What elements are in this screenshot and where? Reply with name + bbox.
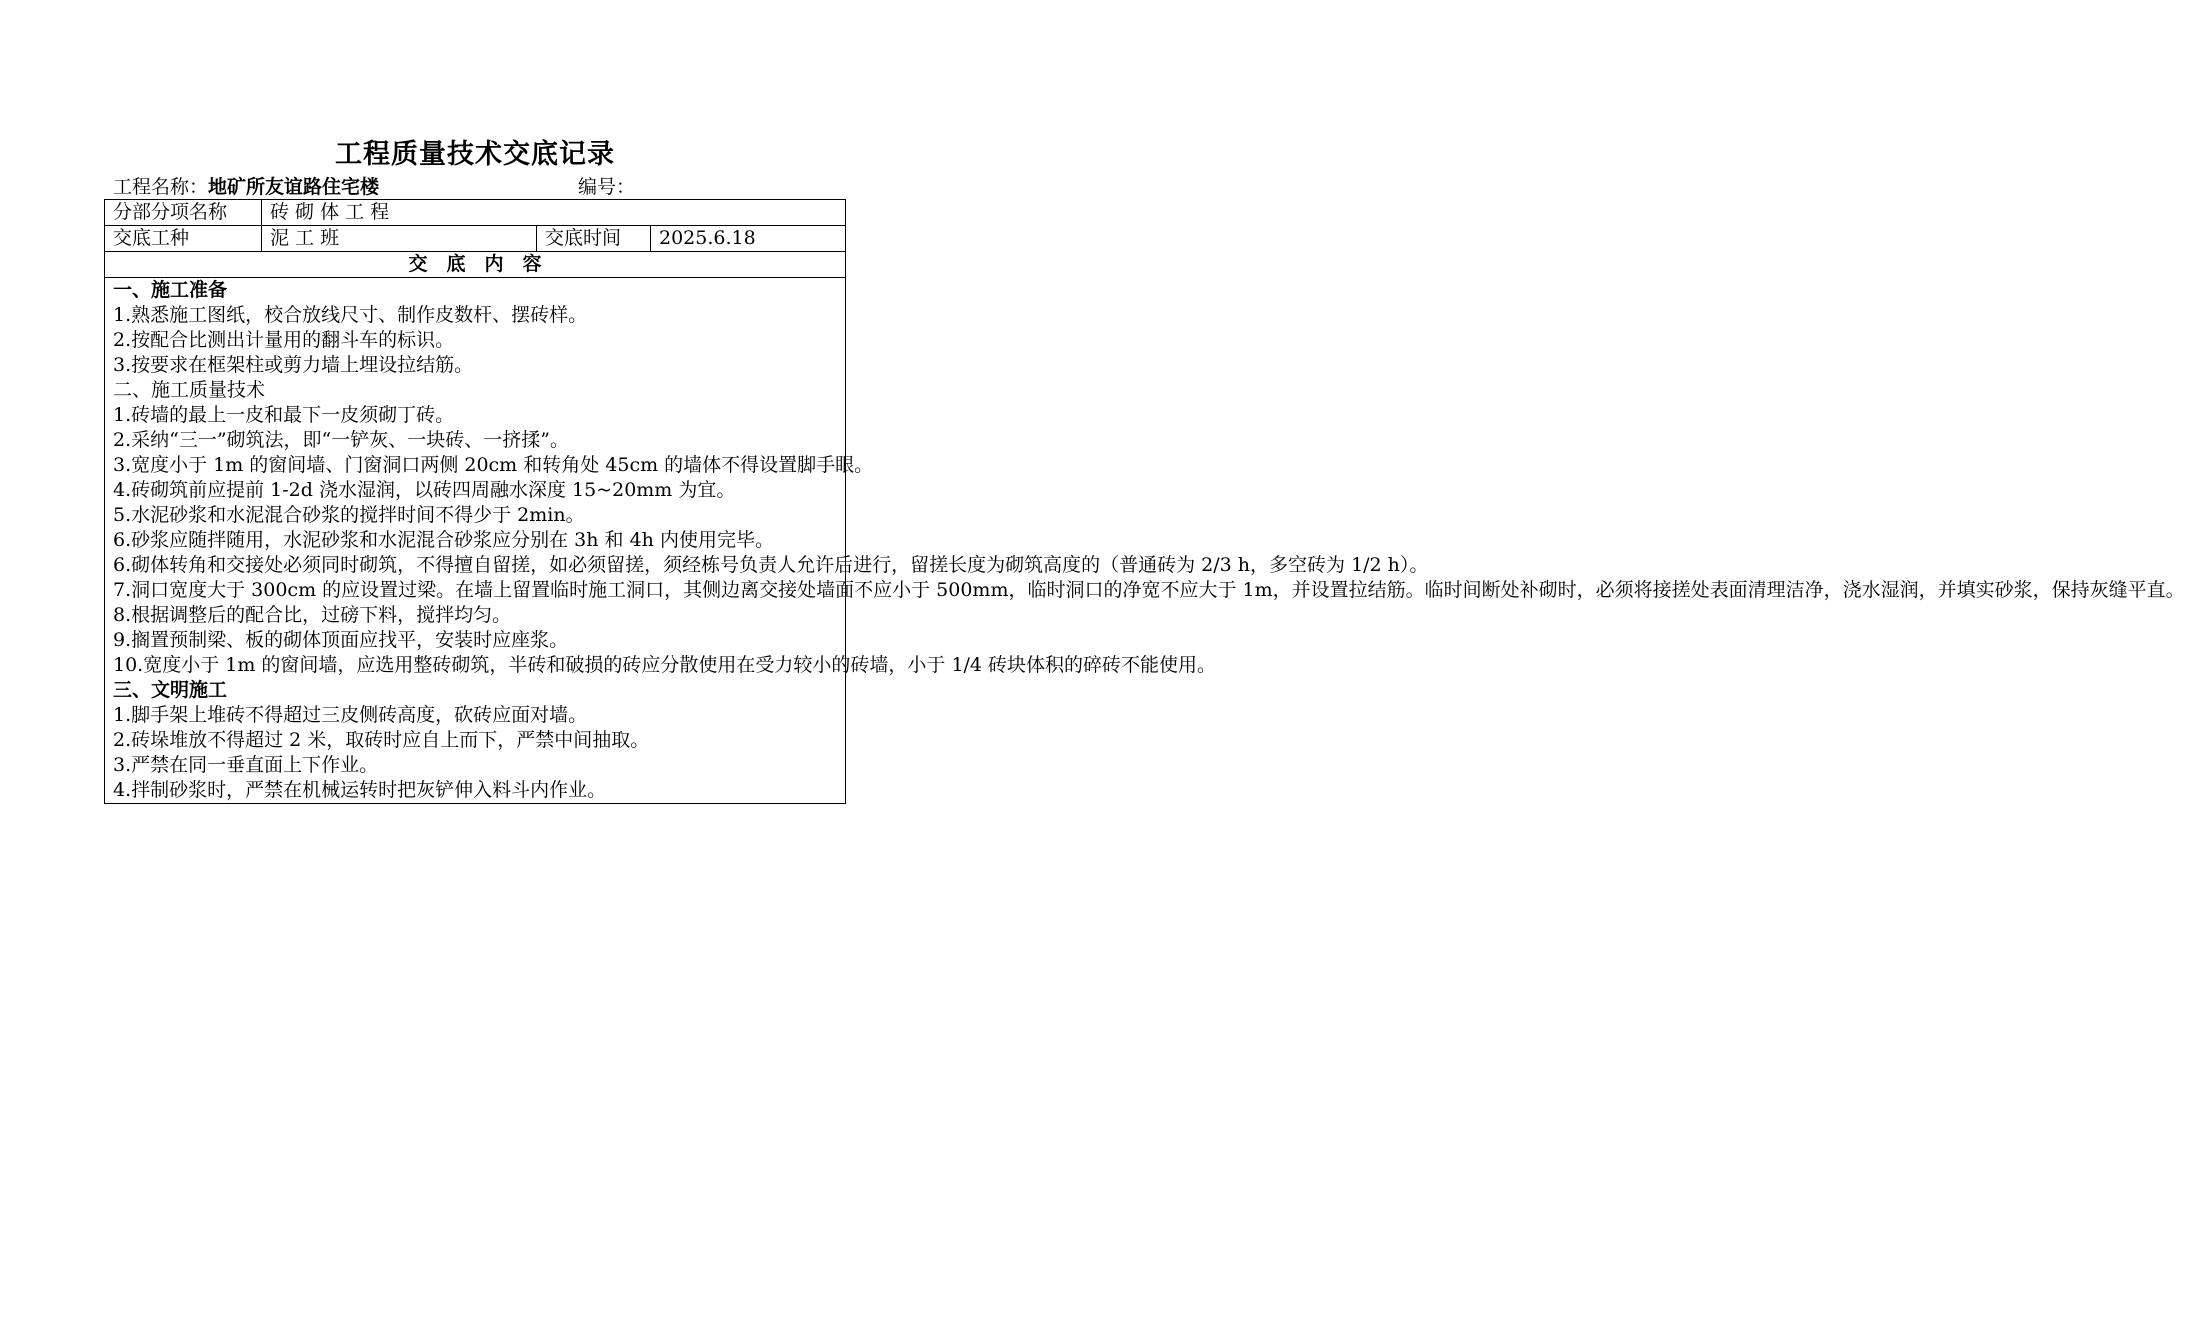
- list-item: 3.按要求在框架柱或剪力墙上埋设拉结筋。: [113, 354, 474, 376]
- handover-time-value: 2025.6.18: [651, 226, 846, 252]
- project-name-value: 地矿所友谊路住宅楼: [208, 176, 380, 198]
- content-heading: 交 底 内 容: [105, 252, 846, 278]
- list-item: 1.脚手架上堆砖不得超过三皮侧砖高度，砍砖应面对墙。: [113, 704, 588, 726]
- handover-time-label: 交底时间: [537, 226, 651, 252]
- table-row: [105, 226, 846, 252]
- section-title-quality: 二、施工质量技术: [113, 379, 266, 401]
- division-value: 砖 砌 体 工 程: [262, 200, 846, 226]
- list-item: 3.严禁在同一垂直面上下作业。: [113, 754, 379, 776]
- list-item: 7.洞口宽度大于 300cm 的应设置过梁。在墙上留置临时施工洞口，其侧边离交接处墙面不应小于 500mm，临时洞口的净宽不应大于 1m，并设置拉结筋。临时间断处补砌时，必须将接搓处表面清理洁净，浇水湿润，并填实砂浆，保持灰缝平直。: [113, 579, 2185, 601]
- list-item: 2.砖垛堆放不得超过 2 米，取砖时应自上而下，严禁中间抽取。: [113, 729, 650, 751]
- section-title-preparation: 一、施工准备: [113, 279, 228, 301]
- division-label: 分部分项名称: [105, 200, 262, 226]
- list-item: 6.砌体转角和交接处必须同时砌筑，不得擅自留搓，如必须留搓，须经栋号负责人允许后进行，留搓长度为砌筑高度的（普通砖为 2/3 h，多空砖为 1/2 h）。: [113, 554, 1429, 576]
- list-item: 9.搁置预制梁、板的砌体顶面应找平，安装时应座浆。: [113, 629, 569, 651]
- list-item: 6.砂浆应随拌随用，水泥砂浆和水泥混合砂浆应分别在 3h 和 4h 内使用完毕。: [113, 529, 774, 551]
- document-number-label: 编号：: [578, 176, 636, 198]
- project-name-label: 工程名称：: [113, 176, 209, 198]
- list-item: 1.熟悉施工图纸，校合放线尺寸、制作皮数杆、摆砖样。: [113, 304, 588, 326]
- section-title-civilized: 三、文明施工: [113, 679, 228, 701]
- list-item: 8.根据调整后的配合比，过磅下料，搅拌均匀。: [113, 604, 512, 626]
- list-item: 4.拌制砂浆时，严禁在机械运转时把灰铲伸入料斗内作业。: [113, 779, 607, 801]
- trade-value: 泥 工 班: [262, 226, 537, 252]
- trade-label: 交底工种: [105, 226, 262, 252]
- list-item: 2.采纳“三一”砌筑法，即“一铲灰、一块砖、一挤揉”。: [113, 429, 569, 451]
- handover-form-table: [104, 199, 2185, 804]
- table-row: [105, 252, 846, 278]
- project-name-line: [113, 175, 379, 199]
- list-item: 1.砖墙的最上一皮和最下一皮须砌丁砖。: [113, 404, 455, 426]
- list-item: 5.水泥砂浆和水泥混合砂浆的搅拌时间不得少于 2min。: [113, 504, 585, 526]
- list-item: 4.砖砌筑前应提前 1-2d 浇水湿润，以砖四周融水深度 15~20mm 为宜。: [113, 479, 736, 501]
- table-row: [105, 200, 846, 226]
- handover-content: [105, 278, 2185, 804]
- list-item: 3.宽度小于 1m 的窗间墙、门窗洞口两侧 20cm 和转角处 45cm 的墙体不得设置脚手眼。: [113, 454, 874, 476]
- list-item: 10.宽度小于 1m 的窗间墙，应选用整砖砌筑，半砖和破损的砖应分散使用在受力较小的砖墙，小于 1/4 砖块体积的碎砖不能使用。: [113, 654, 1217, 676]
- document-title: 工程质量技术交底记录: [335, 139, 615, 170]
- list-item: 2.按配合比测出计量用的翻斗车的标识。: [113, 329, 455, 351]
- table-row: [105, 278, 846, 804]
